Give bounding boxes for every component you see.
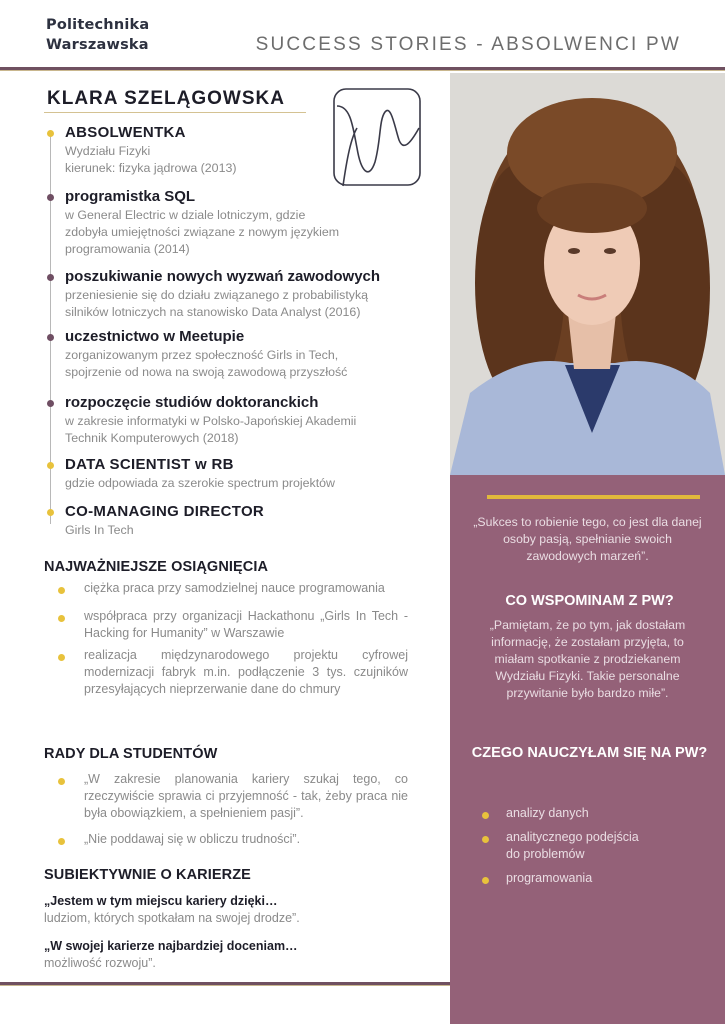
advice-item: „W zakresie planowania kariery szukaj tego, co rzeczywiście sprawia ci przyjemność - tak, żeby praca nie była obowiązkiem, a spełnieniem pasji”. [58, 771, 408, 822]
timeline-title: poszukiwanie nowych wyzwań zawodowych [65, 268, 381, 285]
memory-heading: CO WSPOMINAM Z PW? [505, 593, 674, 609]
timeline-desc: zorganizowanym przez społeczność Girls in Tech, spojrzenie od nowa na swoją zawodową przyszłość [65, 348, 348, 379]
bullet-dot-icon [482, 812, 489, 819]
learn-item: analitycznego podejścia do problemów [480, 829, 710, 863]
logo-line-2: Warszawska [46, 37, 149, 53]
footer-divider-accent [0, 985, 450, 986]
bullet-dot-icon [58, 778, 65, 785]
panel-accent-bar [487, 495, 700, 499]
bullet-dot-icon [58, 615, 65, 622]
career-statement [44, 893, 414, 927]
logo-line-1: Politechnika [46, 17, 150, 33]
career-question: „Jestem w tym miejscu kariery dzięki… [44, 894, 278, 908]
profile-name: KLARA SZELĄGOWSKA [47, 88, 285, 109]
advice-item: „Nie poddawaj się w obliczu trudności”. [58, 831, 408, 848]
timeline-title: DATA SCIENTIST w RB [65, 456, 234, 473]
bullet-dot-icon [58, 654, 65, 661]
achievement-item: realizacja międzynarodowego projektu cyfrowej modernizacji fabryk m.in. podłączenie 3 tys. czujników przesyłających nieprzerwanie dane do chmury [58, 647, 408, 698]
memory-text: „Pamiętam, że po tym, jak dostałam informację, że zostałam przyjęta, to miałam spotkanie z prodziekanem Wydziału Fizyki. Takie personalne przywitanie było bardzo miłe”. [489, 618, 686, 700]
career-heading: SUBIEKTYWNIE O KARIERZE [44, 867, 251, 883]
career-answer: ludziom, których spotkałam na swojej drodze”. [44, 911, 300, 925]
timeline-title: uczestnictwo w Meetupie [65, 328, 245, 345]
timeline-desc: w General Electric w dziale lotniczym, gdzie zdobyła umiejętności związane z nowym językiem programowania (2014) [65, 208, 340, 256]
bullet-dot-icon [58, 587, 65, 594]
timeline-title: CO-MANAGING DIRECTOR [65, 503, 265, 520]
timeline-desc: Girls In Tech [65, 523, 134, 537]
politechnika-logo [46, 15, 156, 55]
advice-heading: RADY DLA STUDENTÓW [44, 746, 218, 762]
achievements-heading: NAJWAŻNIEJSZE OSIĄGNIĘCIA [44, 559, 269, 575]
career-answer: możliwość rozwoju”. [44, 956, 156, 970]
achievement-item: współpraca przy organizacji Hackathonu „Girls In Tech - Hacking for Humanity” w Warszawie [58, 608, 408, 642]
timeline-desc: gdzie odpowiada za szerokie spectrum projektów [65, 476, 335, 490]
timeline-dot-icon [47, 130, 54, 137]
timeline-desc: Wydziału Fizyki kierunek: fizyka jądrowa (2013) [65, 144, 237, 175]
timeline-dot-icon [47, 509, 54, 516]
header-divider-accent [0, 70, 725, 71]
timeline-dot-icon [47, 194, 54, 201]
achievement-item: ciężka praca przy samodzielnej nauce programowania [58, 580, 408, 597]
timeline-desc: przeniesienie się do działu związanego z probabilistyką silników lotniczych na stanowisko Data Analyst (2016) [65, 288, 369, 319]
timeline-dot-icon [47, 400, 54, 407]
timeline-dot-icon [47, 462, 54, 469]
career-statement [44, 938, 414, 972]
portrait-photo [450, 73, 725, 475]
learn-item: analizy danych [480, 805, 710, 822]
portrait-illustration [450, 73, 725, 475]
page-header-title: SUCCESS STORIES - ABSOLWENCI PW [255, 34, 681, 55]
achievements-list [58, 580, 408, 698]
career-question: „W swojej karierze najbardziej doceniam… [44, 939, 298, 953]
timeline-dot-icon [47, 274, 54, 281]
timeline-title: ABSOLWENTKA [65, 124, 186, 141]
motto-quote: „Sukces to robienie tego, co jest dla danej osoby pasją, spełnianie swoich zawodowych marzeń”. [473, 515, 702, 563]
advice-list [58, 771, 408, 848]
learn-list [480, 805, 710, 894]
bullet-dot-icon [482, 877, 489, 884]
timeline-title: rozpoczęcie studiów doktoranckich [65, 394, 319, 411]
timeline-title: programistka SQL [65, 188, 196, 205]
timeline-desc: w zakresie informatyki w Polsko-Japońskiej Akademii Technik Komputerowych (2018) [65, 414, 357, 445]
learn-heading: CZEGO NAUCZYŁAM SIĘ NA PW? [471, 745, 708, 761]
bullet-dot-icon [58, 838, 65, 845]
bullet-dot-icon [482, 836, 489, 843]
learn-item: programowania [480, 870, 710, 887]
name-underline [44, 112, 306, 113]
timeline-dot-icon [47, 334, 54, 341]
